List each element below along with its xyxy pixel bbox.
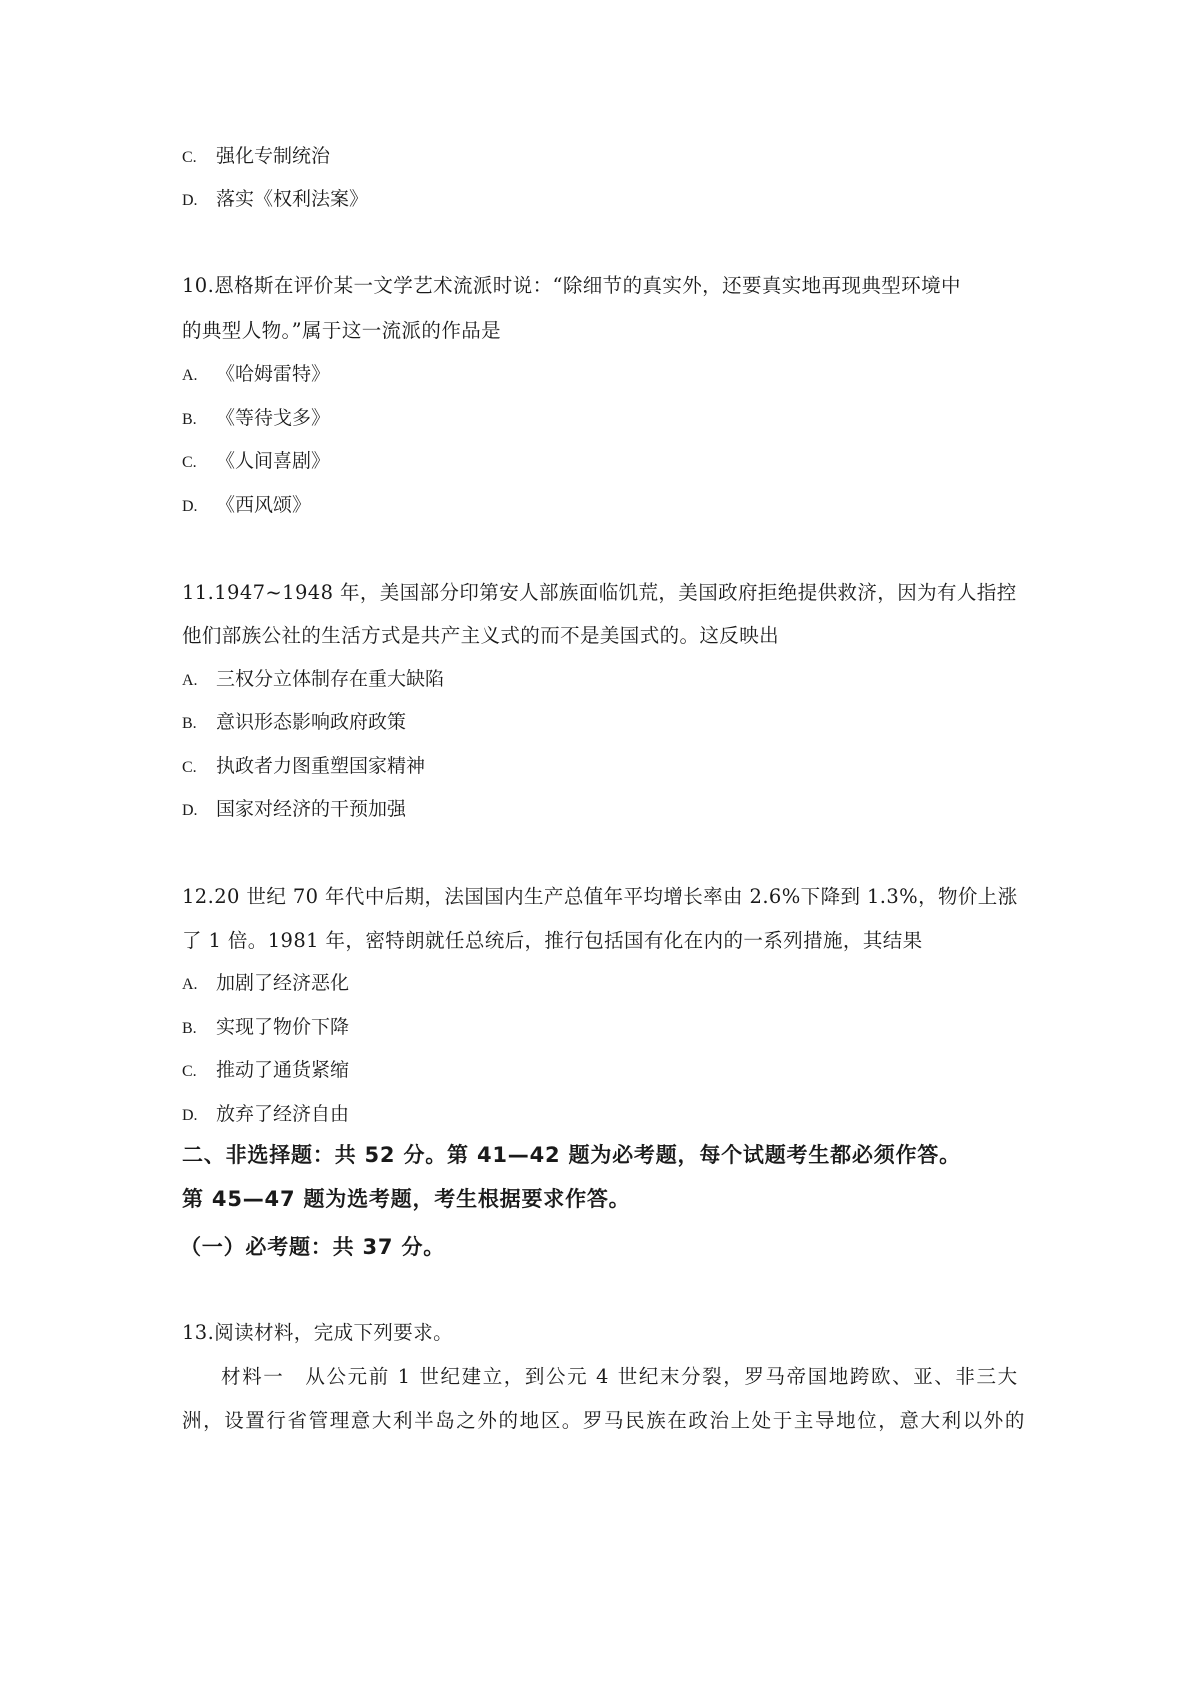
q11-option-d (182, 797, 406, 824)
option-text: 执政者力图重塑国家精神 (216, 756, 426, 777)
q10-option-d (182, 493, 311, 520)
option-letter: D. (182, 802, 198, 819)
q10-option-a (182, 362, 330, 389)
option-letter: C. (182, 759, 197, 776)
q9-option-d (182, 187, 368, 214)
q13-material-line-2: 洲，设置行省管理意大利半岛之外的地区。罗马民族在政治上处于主导地位，意大利以外的 (182, 1409, 1027, 1432)
q11-option-a (182, 667, 444, 694)
q12-option-b (182, 1015, 349, 1042)
q10-stem-line-1: 10.恩格斯在评价某一文学艺术流派时说：“除细节的真实外，还要真实地再现典型环境中 (182, 274, 961, 297)
option-letter: B. (182, 1020, 197, 1037)
q11-stem-line-1: 11.1947~1948 年，美国部分印第安人部族面临饥荒，美国政府拒绝提供救济，因为有人指控 (182, 581, 1017, 604)
q11-option-c (182, 754, 425, 781)
q11-stem-line-2: 他们部族公社的生活方式是共产主义式的而不是美国式的。这反映出 (182, 624, 780, 647)
option-text: 落实《权利法案》 (216, 189, 369, 210)
option-text: 三权分立体制存在重大缺陷 (216, 669, 445, 690)
q10-stem-line-2: 的典型人物。”属于这一流派的作品是 (182, 319, 502, 342)
q10-option-c (182, 449, 330, 476)
option-text: 推动了通货紧缩 (216, 1060, 350, 1081)
option-text: 强化专制统治 (216, 146, 331, 167)
option-letter: C. (182, 454, 197, 471)
q13-stem: 13.阅读材料，完成下列要求。 (182, 1321, 454, 1344)
option-text: 意识形态影响政府政策 (216, 712, 407, 733)
option-text: 放弃了经济自由 (216, 1104, 350, 1125)
q11-option-b (182, 710, 406, 737)
option-text: 国家对经济的干预加强 (216, 799, 407, 820)
option-letter: C. (182, 149, 197, 166)
q12-option-a (182, 971, 349, 998)
section-heading-line-1: 二、非选择题：共 52 分。第 41—42 题为必考题，每个试题考生都必须作答。 (182, 1143, 961, 1167)
option-text: 《人间喜剧》 (216, 451, 331, 472)
q9-option-c (182, 144, 330, 171)
q12-option-d (182, 1102, 349, 1129)
q12-stem-line-1: 12.20 世纪 70 年代中后期，法国国内生产总值年平均增长率由 2.6%下降到 1.3%，物价上涨 (182, 885, 1018, 908)
option-text: 加剧了经济恶化 (216, 973, 350, 994)
option-letter: A. (182, 672, 198, 689)
option-letter: A. (182, 367, 198, 384)
option-letter: D. (182, 498, 198, 515)
q12-stem-line-2: 了 1 倍。1981 年，密特朗就任总统后，推行包括国有化在内的一系列措施，其结果 (182, 929, 923, 952)
option-letter: B. (182, 715, 197, 732)
option-text: 《西风颂》 (216, 495, 312, 516)
q10-option-b (182, 406, 330, 433)
option-letter: A. (182, 976, 198, 993)
option-text: 实现了物价下降 (216, 1017, 350, 1038)
section-subheading: （一）必考题：共 37 分。 (180, 1235, 446, 1259)
option-letter: B. (182, 411, 197, 428)
q12-option-c (182, 1058, 349, 1085)
option-letter: D. (182, 1107, 198, 1124)
option-letter: D. (182, 192, 198, 209)
q13-material-line-1: 材料一 从公元前 1 世纪建立，到公元 4 世纪末分裂，罗马帝国地跨欧、亚、非三大 (221, 1365, 1019, 1388)
option-text: 《等待戈多》 (216, 408, 331, 429)
option-letter: C. (182, 1063, 197, 1080)
option-text: 《哈姆雷特》 (216, 364, 331, 385)
section-heading-line-2: 第 45—47 题为选考题，考生根据要求作答。 (182, 1187, 631, 1211)
